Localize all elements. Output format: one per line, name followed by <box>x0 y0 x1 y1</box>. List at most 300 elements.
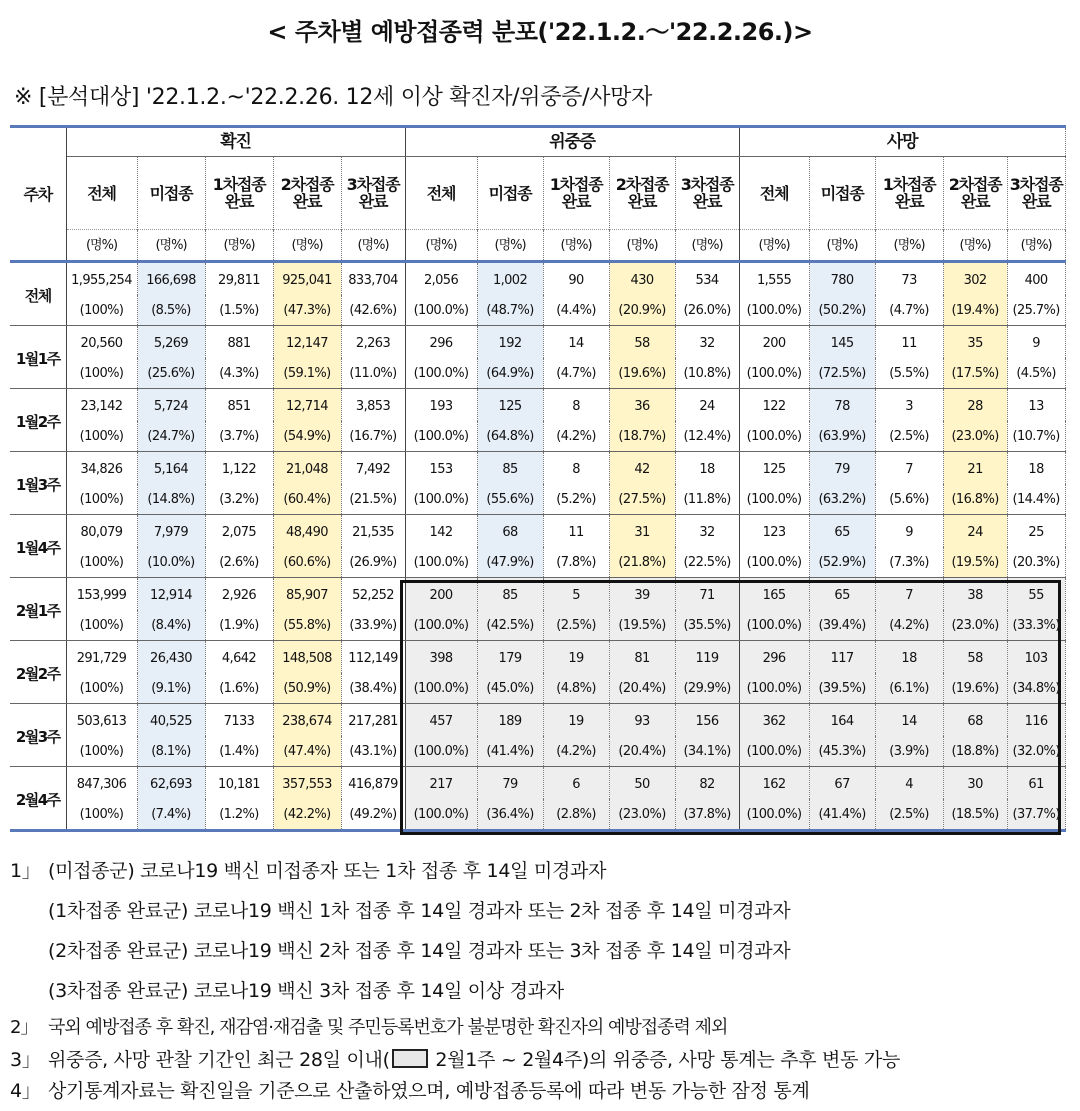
cell-count: 125 <box>477 389 543 422</box>
cell-count: 18 <box>675 452 739 485</box>
cell-percent: (19.5%) <box>609 610 675 641</box>
cell-count: 3 <box>875 389 943 422</box>
cell-percent: (11.8%) <box>675 484 739 515</box>
cell-count: 14 <box>875 704 943 737</box>
cell-percent: (100%) <box>66 547 137 578</box>
cell-percent: (100.0%) <box>739 295 809 326</box>
cell-count: 5,164 <box>137 452 205 485</box>
cell-count: 68 <box>943 704 1007 737</box>
col-header-death-second-dose: 2차접종 완료 <box>943 157 1007 230</box>
cell-percent: (100.0%) <box>405 610 477 641</box>
table-row-percent <box>10 736 1065 767</box>
cell-percent: (100%) <box>66 799 137 831</box>
cell-percent: (100.0%) <box>405 295 477 326</box>
cell-percent: (2.6%) <box>205 547 273 578</box>
table-row <box>10 578 1065 611</box>
row-label: 전체 <box>10 262 66 326</box>
cell-percent: (9.1%) <box>137 673 205 704</box>
cell-percent: (63.9%) <box>809 421 875 452</box>
cell-count: 148,508 <box>273 641 341 674</box>
cell-percent: (18.5%) <box>943 799 1007 831</box>
cell-count: 2,263 <box>341 326 405 359</box>
cell-percent: (20.4%) <box>609 736 675 767</box>
table-row-percent <box>10 421 1065 452</box>
cell-count: 9 <box>875 515 943 548</box>
cell-count: 34,826 <box>66 452 137 485</box>
cell-percent: (7.4%) <box>137 799 205 831</box>
cell-percent: (41.4%) <box>809 799 875 831</box>
cell-percent: (36.4%) <box>477 799 543 831</box>
footnote-1: 1」 (미접종군) 코로나19 백신 미접종자 또는 1차 접종 후 14일 미경과자 <box>10 860 607 882</box>
cell-count: 6 <box>543 767 609 800</box>
cell-count: 85,907 <box>273 578 341 611</box>
cell-percent: (47.9%) <box>477 547 543 578</box>
cell-count: 119 <box>675 641 739 674</box>
cell-percent: (25.6%) <box>137 358 205 389</box>
cell-percent: (20.9%) <box>609 295 675 326</box>
cell-count: 19 <box>543 704 609 737</box>
row-label: 1월4주 <box>10 515 66 578</box>
table-row <box>10 704 1065 737</box>
row-label: 2월3주 <box>10 704 66 767</box>
footnote-2: 2」 국외 예방접종 후 확진, 재감염·재검출 및 주민등록번호가 불분명한 확진자의 예방접종력 제외 <box>10 1017 728 1038</box>
cell-count: 79 <box>809 452 875 485</box>
cell-count: 24 <box>675 389 739 422</box>
cell-percent: (19.5%) <box>943 547 1007 578</box>
cell-count: 39 <box>609 578 675 611</box>
cell-count: 32 <box>675 326 739 359</box>
cell-count: 71 <box>675 578 739 611</box>
cell-percent: (100.0%) <box>405 421 477 452</box>
cell-percent: (42.5%) <box>477 610 543 641</box>
cell-percent: (100.0%) <box>739 421 809 452</box>
cell-count: 238,674 <box>273 704 341 737</box>
cell-percent: (1.2%) <box>205 799 273 831</box>
cell-percent: (38.4%) <box>341 673 405 704</box>
cell-count: 48,490 <box>273 515 341 548</box>
cell-percent: (10.0%) <box>137 547 205 578</box>
row-label: 2월2주 <box>10 641 66 704</box>
cell-count: 12,914 <box>137 578 205 611</box>
cell-percent: (100.0%) <box>739 610 809 641</box>
unit-label: (명%) <box>675 230 739 262</box>
cell-count: 7 <box>875 578 943 611</box>
table-row <box>10 767 1065 800</box>
table-row-percent <box>10 610 1065 641</box>
col-header-death-third-dose: 3차접종 완료 <box>1007 157 1065 230</box>
cell-percent: (43.1%) <box>341 736 405 767</box>
cell-count: 122 <box>739 389 809 422</box>
unit-label: (명%) <box>1007 230 1065 262</box>
cell-count: 189 <box>477 704 543 737</box>
cell-count: 14 <box>543 326 609 359</box>
cell-percent: (19.6%) <box>943 673 1007 704</box>
cell-count: 357,553 <box>273 767 341 800</box>
cell-percent: (21.5%) <box>341 484 405 515</box>
cell-count: 847,306 <box>66 767 137 800</box>
cell-percent: (2.5%) <box>543 610 609 641</box>
cell-percent: (16.8%) <box>943 484 1007 515</box>
cell-count: 1,002 <box>477 262 543 296</box>
cell-count: 18 <box>875 641 943 674</box>
cell-count: 30 <box>943 767 1007 800</box>
cell-percent: (25.7%) <box>1007 295 1065 326</box>
cell-count: 31 <box>609 515 675 548</box>
cell-count: 12,714 <box>273 389 341 422</box>
cell-percent: (42.2%) <box>273 799 341 831</box>
cell-count: 35 <box>943 326 1007 359</box>
cell-count: 65 <box>809 515 875 548</box>
cell-percent: (45.3%) <box>809 736 875 767</box>
cell-count: 28 <box>943 389 1007 422</box>
cell-percent: (18.8%) <box>943 736 1007 767</box>
cell-count: 81 <box>609 641 675 674</box>
cell-count: 52,252 <box>341 578 405 611</box>
cell-percent: (39.4%) <box>809 610 875 641</box>
cell-percent: (100%) <box>66 358 137 389</box>
cell-count: 179 <box>477 641 543 674</box>
cell-percent: (17.5%) <box>943 358 1007 389</box>
cell-count: 12,147 <box>273 326 341 359</box>
cell-count: 19 <box>543 641 609 674</box>
unit-label: (명%) <box>205 230 273 262</box>
cell-count: 7133 <box>205 704 273 737</box>
cell-count: 85 <box>477 578 543 611</box>
cell-count: 430 <box>609 262 675 296</box>
cell-percent: (64.9%) <box>477 358 543 389</box>
col-header-death-first-dose: 1차접종 완료 <box>875 157 943 230</box>
cell-count: 145 <box>809 326 875 359</box>
page-subtitle: ※ [분석대상] '22.1.2.~'22.2.26. 12세 이상 확진자/위중증/사망자 <box>14 85 653 110</box>
cell-percent: (8.1%) <box>137 736 205 767</box>
cell-percent: (55.6%) <box>477 484 543 515</box>
col-header-confirmed-second-dose: 2차접종 완료 <box>273 157 341 230</box>
cell-percent: (23.0%) <box>943 421 1007 452</box>
cell-count: 362 <box>739 704 809 737</box>
cell-count: 85 <box>477 452 543 485</box>
table-row <box>10 641 1065 674</box>
cell-count: 90 <box>543 262 609 296</box>
cell-count: 9 <box>1007 326 1065 359</box>
cell-count: 8 <box>543 452 609 485</box>
cell-count: 457 <box>405 704 477 737</box>
cell-percent: (12.4%) <box>675 421 739 452</box>
page-title: < 주차별 예방접종력 분포('22.1.2.～'22.2.26.)> <box>267 18 813 46</box>
cell-count: 925,041 <box>273 262 341 296</box>
cell-count: 112,149 <box>341 641 405 674</box>
cell-count: 80,079 <box>66 515 137 548</box>
cell-percent: (10.7%) <box>1007 421 1065 452</box>
cell-percent: (4.4%) <box>543 295 609 326</box>
cell-percent: (52.9%) <box>809 547 875 578</box>
cell-count: 833,704 <box>341 262 405 296</box>
cell-percent: (47.3%) <box>273 295 341 326</box>
col-header-severe-total: 전체 <box>405 157 477 230</box>
table-row-percent <box>10 547 1065 578</box>
cell-count: 36 <box>609 389 675 422</box>
cell-count: 780 <box>809 262 875 296</box>
cell-percent: (7.8%) <box>543 547 609 578</box>
cell-count: 10,181 <box>205 767 273 800</box>
cell-percent: (1.4%) <box>205 736 273 767</box>
cell-percent: (1.6%) <box>205 673 273 704</box>
cell-percent: (4.8%) <box>543 673 609 704</box>
cell-count: 5 <box>543 578 609 611</box>
cell-count: 7,979 <box>137 515 205 548</box>
cell-percent: (20.3%) <box>1007 547 1065 578</box>
cell-percent: (2.8%) <box>543 799 609 831</box>
cell-percent: (100.0%) <box>739 736 809 767</box>
cell-count: 1,122 <box>205 452 273 485</box>
cell-count: 153,999 <box>66 578 137 611</box>
cell-percent: (47.4%) <box>273 736 341 767</box>
cell-percent: (3.2%) <box>205 484 273 515</box>
cell-percent: (63.2%) <box>809 484 875 515</box>
cell-percent: (50.2%) <box>809 295 875 326</box>
cell-percent: (19.6%) <box>609 358 675 389</box>
cell-count: 42 <box>609 452 675 485</box>
unit-label: (명%) <box>543 230 609 262</box>
cell-percent: (22.5%) <box>675 547 739 578</box>
cell-count: 296 <box>405 326 477 359</box>
cell-percent: (24.7%) <box>137 421 205 452</box>
footnote-1b: (1차접종 완료군) 코로나19 백신 1차 접종 후 14일 경과자 또는 2차 접종 후 14일 미경과자 <box>48 900 791 922</box>
cell-count: 21,535 <box>341 515 405 548</box>
cell-count: 55 <box>1007 578 1065 611</box>
cell-percent: (100%) <box>66 421 137 452</box>
row-label: 1월3주 <box>10 452 66 515</box>
cell-count: 65 <box>809 578 875 611</box>
cell-count: 217 <box>405 767 477 800</box>
unit-label: (명%) <box>137 230 205 262</box>
cell-percent: (33.9%) <box>341 610 405 641</box>
cell-percent: (72.5%) <box>809 358 875 389</box>
cell-percent: (54.9%) <box>273 421 341 452</box>
cell-count: 296 <box>739 641 809 674</box>
footnote-3: 3」 위중증, 사망 관찰 기간인 최근 28일 이내( 2월1주 ~ 2월4주)의 위중증, 사망 통계는 추후 변동 가능 <box>10 1049 900 1071</box>
cell-percent: (5.2%) <box>543 484 609 515</box>
unit-label: (명%) <box>341 230 405 262</box>
legend-box-swatch <box>392 1049 428 1068</box>
cell-percent: (6.1%) <box>875 673 943 704</box>
cell-count: 32 <box>675 515 739 548</box>
unit-label: (명%) <box>66 230 137 262</box>
cell-count: 62,693 <box>137 767 205 800</box>
unit-label: (명%) <box>405 230 477 262</box>
cell-percent: (49.2%) <box>341 799 405 831</box>
cell-percent: (41.4%) <box>477 736 543 767</box>
unit-label: (명%) <box>609 230 675 262</box>
cell-percent: (5.6%) <box>875 484 943 515</box>
cell-count: 26,430 <box>137 641 205 674</box>
cell-percent: (27.5%) <box>609 484 675 515</box>
cell-count: 142 <box>405 515 477 548</box>
cell-count: 8 <box>543 389 609 422</box>
row-label: 2월4주 <box>10 767 66 831</box>
cell-count: 200 <box>739 326 809 359</box>
table-row-percent <box>10 673 1065 704</box>
cell-count: 534 <box>675 262 739 296</box>
cell-count: 78 <box>809 389 875 422</box>
cell-count: 7,492 <box>341 452 405 485</box>
unit-label: (명%) <box>875 230 943 262</box>
cell-count: 58 <box>609 326 675 359</box>
footnote-1d: (3차접종 완료군) 코로나19 백신 3차 접종 후 14일 이상 경과자 <box>48 980 564 1002</box>
cell-percent: (26.9%) <box>341 547 405 578</box>
cell-count: 4 <box>875 767 943 800</box>
cell-percent: (64.8%) <box>477 421 543 452</box>
cell-percent: (18.7%) <box>609 421 675 452</box>
cell-percent: (100%) <box>66 295 137 326</box>
col-header-confirmed-total: 전체 <box>66 157 137 230</box>
cell-count: 416,879 <box>341 767 405 800</box>
cell-count: 40,525 <box>137 704 205 737</box>
cell-percent: (23.0%) <box>609 799 675 831</box>
cell-count: 192 <box>477 326 543 359</box>
row-label: 1월1주 <box>10 326 66 389</box>
cell-percent: (100.0%) <box>739 358 809 389</box>
cell-percent: (100.0%) <box>405 547 477 578</box>
col-header-confirmed-third-dose: 3차접종 완료 <box>341 157 405 230</box>
footnote-4: 4」 상기통계자료는 확진일을 기준으로 산출하였으며, 예방접종등록에 따라 변동 가능한 잠정 통계 <box>10 1080 810 1102</box>
col-header-severe-second-dose: 2차접종 완료 <box>609 157 675 230</box>
cell-percent: (50.9%) <box>273 673 341 704</box>
cell-percent: (2.5%) <box>875 421 943 452</box>
cell-percent: (100.0%) <box>405 484 477 515</box>
cell-count: 153 <box>405 452 477 485</box>
cell-count: 165 <box>739 578 809 611</box>
cell-percent: (8.4%) <box>137 610 205 641</box>
cell-count: 193 <box>405 389 477 422</box>
cell-count: 21,048 <box>273 452 341 485</box>
cell-percent: (26.0%) <box>675 295 739 326</box>
col-header-confirmed-first-dose: 1차접종 완료 <box>205 157 273 230</box>
cell-count: 217,281 <box>341 704 405 737</box>
cell-percent: (100%) <box>66 610 137 641</box>
col-header-severe-uninoculated: 미접종 <box>477 157 543 230</box>
cell-percent: (100.0%) <box>739 547 809 578</box>
cell-percent: (20.4%) <box>609 673 675 704</box>
cell-count: 24 <box>943 515 1007 548</box>
cell-percent: (1.5%) <box>205 295 273 326</box>
cell-count: 4,642 <box>205 641 273 674</box>
col-header-death-uninoculated: 미접종 <box>809 157 875 230</box>
table-row <box>10 515 1065 548</box>
unit-label: (명%) <box>477 230 543 262</box>
cell-count: 398 <box>405 641 477 674</box>
cell-count: 68 <box>477 515 543 548</box>
cell-percent: (42.6%) <box>341 295 405 326</box>
cell-count: 881 <box>205 326 273 359</box>
cell-count: 400 <box>1007 262 1065 296</box>
cell-percent: (100%) <box>66 484 137 515</box>
cell-count: 3,853 <box>341 389 405 422</box>
cell-count: 5,269 <box>137 326 205 359</box>
cell-count: 61 <box>1007 767 1065 800</box>
group-header-confirmed: 확진 <box>66 127 405 157</box>
cell-count: 503,613 <box>66 704 137 737</box>
cell-percent: (4.7%) <box>875 295 943 326</box>
cell-count: 73 <box>875 262 943 296</box>
cell-percent: (2.5%) <box>875 799 943 831</box>
cell-percent: (37.7%) <box>1007 799 1065 831</box>
cell-count: 2,056 <box>405 262 477 296</box>
cell-count: 58 <box>943 641 1007 674</box>
cell-count: 11 <box>875 326 943 359</box>
cell-percent: (100.0%) <box>405 673 477 704</box>
cell-count: 103 <box>1007 641 1065 674</box>
cell-count: 123 <box>739 515 809 548</box>
cell-count: 162 <box>739 767 809 800</box>
cell-percent: (45.0%) <box>477 673 543 704</box>
cell-count: 23,142 <box>66 389 137 422</box>
cell-count: 2,926 <box>205 578 273 611</box>
cell-count: 1,955,254 <box>66 262 137 296</box>
cell-percent: (34.1%) <box>675 736 739 767</box>
cell-percent: (1.9%) <box>205 610 273 641</box>
cell-count: 116 <box>1007 704 1065 737</box>
cell-count: 11 <box>543 515 609 548</box>
cell-count: 2,075 <box>205 515 273 548</box>
cell-count: 1,555 <box>739 262 809 296</box>
cell-percent: (4.2%) <box>875 610 943 641</box>
cell-percent: (60.4%) <box>273 484 341 515</box>
cell-percent: (100.0%) <box>739 673 809 704</box>
unit-label: (명%) <box>273 230 341 262</box>
cell-count: 79 <box>477 767 543 800</box>
cell-count: 5,724 <box>137 389 205 422</box>
unit-label: (명%) <box>943 230 1007 262</box>
cell-percent: (3.7%) <box>205 421 273 452</box>
cell-percent: (100%) <box>66 736 137 767</box>
cell-count: 291,729 <box>66 641 137 674</box>
table-row-percent <box>10 484 1065 515</box>
cell-count: 200 <box>405 578 477 611</box>
cell-percent: (29.9%) <box>675 673 739 704</box>
cell-percent: (39.5%) <box>809 673 875 704</box>
table-row-percent <box>10 799 1065 831</box>
cell-count: 21 <box>943 452 1007 485</box>
cell-count: 25 <box>1007 515 1065 548</box>
cell-percent: (4.5%) <box>1007 358 1065 389</box>
row-header: 주차 <box>10 127 66 262</box>
cell-percent: (23.0%) <box>943 610 1007 641</box>
cell-percent: (10.8%) <box>675 358 739 389</box>
cell-percent: (59.1%) <box>273 358 341 389</box>
col-header-death-total: 전체 <box>739 157 809 230</box>
cell-percent: (35.5%) <box>675 610 739 641</box>
cell-percent: (4.2%) <box>543 736 609 767</box>
cell-percent: (48.7%) <box>477 295 543 326</box>
cell-percent: (16.7%) <box>341 421 405 452</box>
cell-percent: (100.0%) <box>405 736 477 767</box>
group-header-severe: 위중증 <box>405 127 739 157</box>
col-header-severe-third-dose: 3차접종 완료 <box>675 157 739 230</box>
cell-count: 50 <box>609 767 675 800</box>
table-row-percent <box>10 358 1065 389</box>
cell-count: 156 <box>675 704 739 737</box>
row-label: 1월2주 <box>10 389 66 452</box>
cell-count: 29,811 <box>205 262 273 296</box>
cell-count: 93 <box>609 704 675 737</box>
cell-count: 13 <box>1007 389 1065 422</box>
col-header-severe-first-dose: 1차접종 완료 <box>543 157 609 230</box>
cell-percent: (14.8%) <box>137 484 205 515</box>
cell-percent: (100.0%) <box>405 799 477 831</box>
cell-percent: (4.2%) <box>543 421 609 452</box>
cell-percent: (3.9%) <box>875 736 943 767</box>
col-header-confirmed-uninoculated: 미접종 <box>137 157 205 230</box>
